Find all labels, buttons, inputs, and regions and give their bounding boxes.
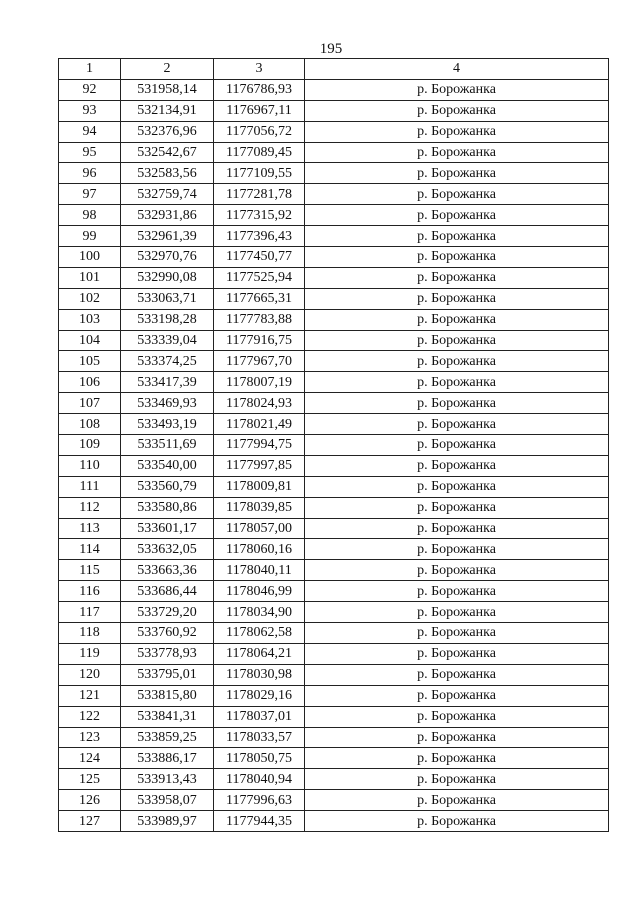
- table-row: [59, 330, 609, 351]
- point-number-cell: 124: [59, 748, 121, 769]
- description-cell: р. Борожанка: [305, 163, 609, 184]
- x-coordinate-cell: 532970,76: [121, 247, 214, 268]
- x-coordinate-cell: 533989,97: [121, 811, 214, 832]
- y-coordinate-cell: 1178009,81: [214, 476, 305, 497]
- point-number-cell: 97: [59, 184, 121, 205]
- table-row: [59, 664, 609, 685]
- table-row: [59, 518, 609, 539]
- table-row: [59, 727, 609, 748]
- y-coordinate-cell: 1178021,49: [214, 414, 305, 435]
- y-coordinate-cell: 1178064,21: [214, 643, 305, 664]
- x-coordinate-cell: 533686,44: [121, 581, 214, 602]
- description-cell: р. Борожанка: [305, 79, 609, 100]
- x-coordinate-cell: 533663,36: [121, 560, 214, 581]
- table-row: [59, 309, 609, 330]
- table-row: [59, 455, 609, 476]
- table-row: [59, 414, 609, 435]
- description-cell: р. Борожанка: [305, 205, 609, 226]
- description-cell: р. Борожанка: [305, 247, 609, 268]
- x-coordinate-cell: 532376,96: [121, 121, 214, 142]
- description-cell: р. Борожанка: [305, 727, 609, 748]
- x-coordinate-cell: 533886,17: [121, 748, 214, 769]
- x-coordinate-cell: 532931,86: [121, 205, 214, 226]
- table-row: [59, 748, 609, 769]
- x-coordinate-cell: 533632,05: [121, 539, 214, 560]
- x-coordinate-cell: 532583,56: [121, 163, 214, 184]
- point-number-cell: 104: [59, 330, 121, 351]
- description-cell: р. Борожанка: [305, 435, 609, 456]
- description-cell: р. Борожанка: [305, 121, 609, 142]
- page-number: 195: [319, 41, 343, 57]
- table-row: [59, 247, 609, 268]
- point-number-cell: 98: [59, 205, 121, 226]
- y-coordinate-cell: 1178037,01: [214, 706, 305, 727]
- table-row: [59, 79, 609, 100]
- x-coordinate-cell: 533198,28: [121, 309, 214, 330]
- description-cell: р. Борожанка: [305, 748, 609, 769]
- description-cell: р. Борожанка: [305, 351, 609, 372]
- x-coordinate-cell: 532961,39: [121, 226, 214, 247]
- description-cell: р. Борожанка: [305, 539, 609, 560]
- x-coordinate-cell: 533063,71: [121, 288, 214, 309]
- point-number-cell: 111: [59, 476, 121, 497]
- description-cell: р. Борожанка: [305, 455, 609, 476]
- x-coordinate-cell: 533580,86: [121, 497, 214, 518]
- description-cell: р. Борожанка: [305, 226, 609, 247]
- description-cell: р. Борожанка: [305, 518, 609, 539]
- table-row: [59, 497, 609, 518]
- table-body: [59, 79, 609, 831]
- y-coordinate-cell: 1177109,55: [214, 163, 305, 184]
- y-coordinate-cell: 1178033,57: [214, 727, 305, 748]
- description-cell: р. Борожанка: [305, 602, 609, 623]
- point-number-cell: 95: [59, 142, 121, 163]
- table-row: [59, 476, 609, 497]
- y-coordinate-cell: 1177996,63: [214, 790, 305, 811]
- point-number-cell: 113: [59, 518, 121, 539]
- y-coordinate-cell: 1176967,11: [214, 100, 305, 121]
- y-coordinate-cell: 1178007,19: [214, 372, 305, 393]
- description-cell: р. Борожанка: [305, 330, 609, 351]
- x-coordinate-cell: 533511,69: [121, 435, 214, 456]
- y-coordinate-cell: 1178050,75: [214, 748, 305, 769]
- point-number-cell: 109: [59, 435, 121, 456]
- x-coordinate-cell: 533374,25: [121, 351, 214, 372]
- point-number-cell: 112: [59, 497, 121, 518]
- point-number-cell: 94: [59, 121, 121, 142]
- x-coordinate-cell: 533760,92: [121, 623, 214, 644]
- point-number-cell: 105: [59, 351, 121, 372]
- x-coordinate-cell: 533469,93: [121, 393, 214, 414]
- y-coordinate-cell: 1178046,99: [214, 581, 305, 602]
- table-row: [59, 142, 609, 163]
- description-cell: р. Борожанка: [305, 309, 609, 330]
- point-number-cell: 114: [59, 539, 121, 560]
- table-row: [59, 372, 609, 393]
- table-row: [59, 351, 609, 372]
- x-coordinate-cell: 533859,25: [121, 727, 214, 748]
- description-cell: р. Борожанка: [305, 497, 609, 518]
- y-coordinate-cell: 1177997,85: [214, 455, 305, 476]
- table-row: [59, 581, 609, 602]
- point-number-cell: 100: [59, 247, 121, 268]
- point-number-cell: 120: [59, 664, 121, 685]
- table-row: [59, 685, 609, 706]
- table-row: [59, 121, 609, 142]
- point-number-cell: 92: [59, 79, 121, 100]
- point-number-cell: 122: [59, 706, 121, 727]
- description-cell: р. Борожанка: [305, 811, 609, 832]
- point-number-cell: 119: [59, 643, 121, 664]
- description-cell: р. Борожанка: [305, 623, 609, 644]
- x-coordinate-cell: 532759,74: [121, 184, 214, 205]
- x-coordinate-cell: 533601,17: [121, 518, 214, 539]
- y-coordinate-cell: 1178029,16: [214, 685, 305, 706]
- y-coordinate-cell: 1177089,45: [214, 142, 305, 163]
- header-row: [59, 59, 609, 80]
- y-coordinate-cell: 1178062,58: [214, 623, 305, 644]
- table-row: [59, 643, 609, 664]
- y-coordinate-cell: 1178024,93: [214, 393, 305, 414]
- x-coordinate-cell: 533841,31: [121, 706, 214, 727]
- description-cell: р. Борожанка: [305, 581, 609, 602]
- point-number-cell: 93: [59, 100, 121, 121]
- x-coordinate-cell: 533913,43: [121, 769, 214, 790]
- point-number-cell: 103: [59, 309, 121, 330]
- point-number-cell: 118: [59, 623, 121, 644]
- point-number-cell: 107: [59, 393, 121, 414]
- y-coordinate-cell: 1177396,43: [214, 226, 305, 247]
- description-cell: р. Борожанка: [305, 142, 609, 163]
- point-number-cell: 125: [59, 769, 121, 790]
- y-coordinate-cell: 1178030,98: [214, 664, 305, 685]
- y-coordinate-cell: 1177281,78: [214, 184, 305, 205]
- table-row: [59, 769, 609, 790]
- table-row: [59, 163, 609, 184]
- point-number-cell: 127: [59, 811, 121, 832]
- table-row: [59, 184, 609, 205]
- point-number-cell: 110: [59, 455, 121, 476]
- y-coordinate-cell: 1178034,90: [214, 602, 305, 623]
- x-coordinate-cell: 533540,00: [121, 455, 214, 476]
- point-number-cell: 108: [59, 414, 121, 435]
- y-coordinate-cell: 1177994,75: [214, 435, 305, 456]
- y-coordinate-cell: 1177525,94: [214, 267, 305, 288]
- x-coordinate-cell: 533795,01: [121, 664, 214, 685]
- y-coordinate-cell: 1177916,75: [214, 330, 305, 351]
- x-coordinate-cell: 533493,19: [121, 414, 214, 435]
- table-row: [59, 539, 609, 560]
- x-coordinate-cell: 533560,79: [121, 476, 214, 497]
- y-coordinate-cell: 1178040,94: [214, 769, 305, 790]
- y-coordinate-cell: 1178060,16: [214, 539, 305, 560]
- x-coordinate-cell: 533339,04: [121, 330, 214, 351]
- description-cell: р. Борожанка: [305, 685, 609, 706]
- table-row: [59, 435, 609, 456]
- x-coordinate-cell: 533958,07: [121, 790, 214, 811]
- y-coordinate-cell: 1177783,88: [214, 309, 305, 330]
- y-coordinate-cell: 1177967,70: [214, 351, 305, 372]
- table-row: [59, 267, 609, 288]
- x-coordinate-cell: 532990,08: [121, 267, 214, 288]
- table-row: [59, 602, 609, 623]
- table-row: [59, 790, 609, 811]
- x-coordinate-cell: 533778,93: [121, 643, 214, 664]
- table-row: [59, 288, 609, 309]
- point-number-cell: 115: [59, 560, 121, 581]
- x-coordinate-cell: 531958,14: [121, 79, 214, 100]
- point-number-cell: 123: [59, 727, 121, 748]
- table-row: [59, 226, 609, 247]
- y-coordinate-cell: 1177944,35: [214, 811, 305, 832]
- table-row: [59, 205, 609, 226]
- y-coordinate-cell: 1177665,31: [214, 288, 305, 309]
- description-cell: р. Борожанка: [305, 790, 609, 811]
- y-coordinate-cell: 1177315,92: [214, 205, 305, 226]
- point-number-cell: 126: [59, 790, 121, 811]
- y-coordinate-cell: 1177056,72: [214, 121, 305, 142]
- y-coordinate-cell: 1178040,11: [214, 560, 305, 581]
- point-number-cell: 99: [59, 226, 121, 247]
- x-coordinate-cell: 532134,91: [121, 100, 214, 121]
- header-cell-description: 4: [305, 59, 609, 80]
- table-row: [59, 100, 609, 121]
- x-coordinate-cell: 533729,20: [121, 602, 214, 623]
- x-coordinate-cell: 532542,67: [121, 142, 214, 163]
- y-coordinate-cell: 1178039,85: [214, 497, 305, 518]
- description-cell: р. Борожанка: [305, 643, 609, 664]
- table-row: [59, 560, 609, 581]
- description-cell: р. Борожанка: [305, 414, 609, 435]
- y-coordinate-cell: 1176786,93: [214, 79, 305, 100]
- header-cell-point: 1: [59, 59, 121, 80]
- table-row: [59, 706, 609, 727]
- table-row: [59, 623, 609, 644]
- table-row: [59, 811, 609, 832]
- description-cell: р. Борожанка: [305, 100, 609, 121]
- description-cell: р. Борожанка: [305, 288, 609, 309]
- description-cell: р. Борожанка: [305, 372, 609, 393]
- description-cell: р. Борожанка: [305, 393, 609, 414]
- point-number-cell: 106: [59, 372, 121, 393]
- description-cell: р. Борожанка: [305, 560, 609, 581]
- x-coordinate-cell: 533815,80: [121, 685, 214, 706]
- point-number-cell: 102: [59, 288, 121, 309]
- description-cell: р. Борожанка: [305, 664, 609, 685]
- point-number-cell: 121: [59, 685, 121, 706]
- table-header: [59, 59, 609, 80]
- description-cell: р. Борожанка: [305, 706, 609, 727]
- description-cell: р. Борожанка: [305, 184, 609, 205]
- y-coordinate-cell: 1177450,77: [214, 247, 305, 268]
- x-coordinate-cell: 533417,39: [121, 372, 214, 393]
- point-number-cell: 117: [59, 602, 121, 623]
- description-cell: р. Борожанка: [305, 267, 609, 288]
- description-cell: р. Борожанка: [305, 769, 609, 790]
- point-number-cell: 96: [59, 163, 121, 184]
- table-row: [59, 393, 609, 414]
- point-number-cell: 101: [59, 267, 121, 288]
- coordinates-table: [58, 58, 609, 832]
- y-coordinate-cell: 1178057,00: [214, 518, 305, 539]
- header-cell-y: 3: [214, 59, 305, 80]
- header-cell-x: 2: [121, 59, 214, 80]
- point-number-cell: 116: [59, 581, 121, 602]
- description-cell: р. Борожанка: [305, 476, 609, 497]
